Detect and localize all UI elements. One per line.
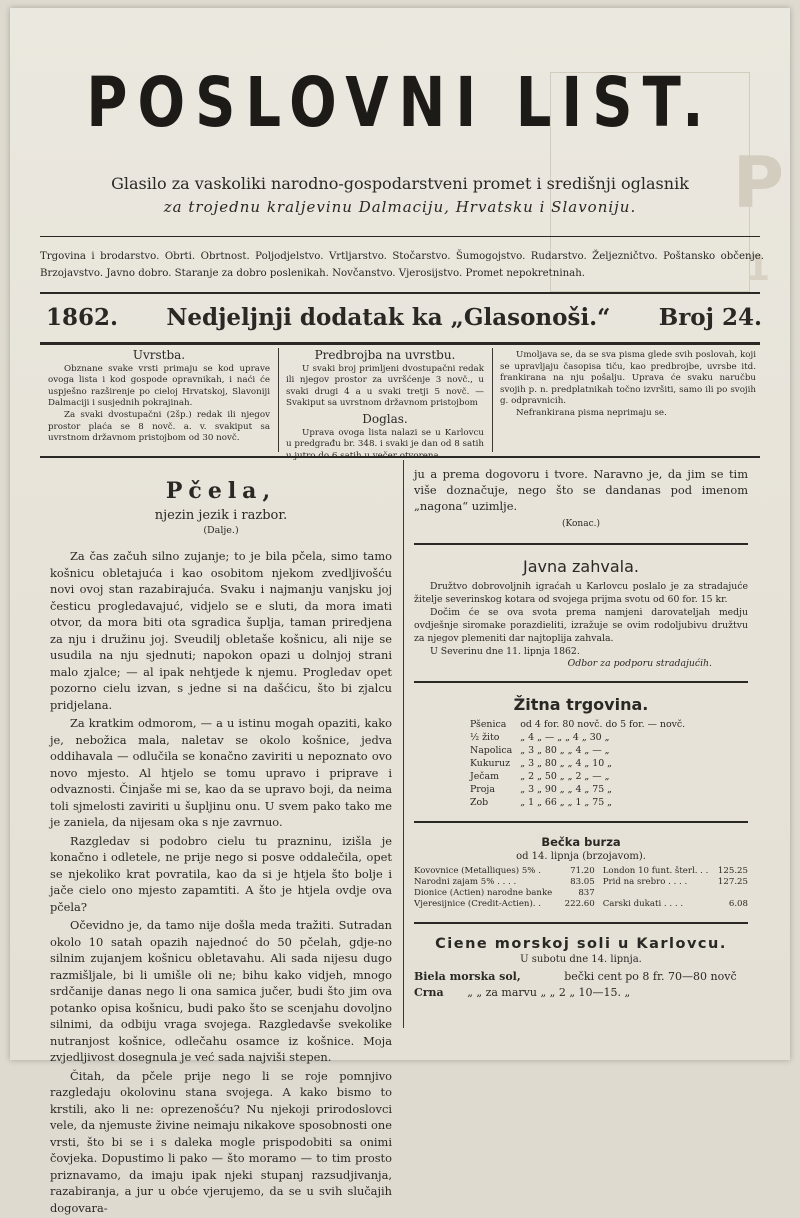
column-divider <box>278 348 279 452</box>
security-price: 6.08 <box>728 898 748 909</box>
column-divider <box>403 460 404 1028</box>
bleed-through-letter: P <box>732 142 784 224</box>
zahvala-signature: Odbor za podporu stradajućih. <box>567 657 712 669</box>
article-paragraph: Čitah, da pčele prije nego li se roje pomnjivo razgledaju okolovinu stana svojega. A kako bismo to krstili, ako li ne: oprezenošću? Nu njekoji prirodoslovci vele, da njemuste živine neimaju nikakove sposobnosti one vrsti, što bi se i s daleka mogle prispodobiti sa onimi čovjeka. Dopustimo li pako — što moramo — to tim prosto priznavamo, da imaju ipak njeki stupanj razsudjivanja, razabiranja, a jur u obće vjerujemo, da se u svih slučajih dogovara- <box>50 1068 392 1215</box>
security-name: Prid na srebro . . . . <box>602 876 688 887</box>
notice-text: Umoljava se, da se sva pisma glede svih poslovah, koji se upravljaju časopisa tiču, kao predbrojbe, uvrsbe itd. frankirana na nju pošalju. Uprava će svaku naručbu svojih p. n. predplatnikah točno izvršiti, samo ili po svojih g. odpravnicih. <box>500 350 756 407</box>
predbrojba-title: Predbrojba na uvrstbu. <box>314 348 456 362</box>
security-name: Kovovnice (Metalliques) 5% . <box>414 865 541 876</box>
table-row <box>466 718 689 731</box>
divider <box>414 821 748 823</box>
masthead <box>10 63 790 144</box>
grain-price: „ 1 „ 66 „ „ 1 „ 75 „ <box>520 796 613 808</box>
newspaper-title: POSLOVNI LIST. <box>86 63 714 144</box>
divider <box>40 456 760 458</box>
column-divider <box>492 348 493 452</box>
table-row <box>466 770 689 783</box>
table-row <box>466 796 689 809</box>
burza-date: od 14. lipnja (brzojavom). <box>516 850 646 862</box>
grain-price: „ 3 „ 80 „ „ 4 „ 10 „ <box>520 757 613 769</box>
doglas-title: Doglas. <box>362 411 408 426</box>
zahvala-text: Družtvo dobrovoljnih igraćah u Karlovcu poslalo je za stradajuće žitelje severinskog kotara od svojega prijma svotu od 60 for. 15 kr. <box>414 580 748 605</box>
table-row <box>466 783 689 796</box>
article-title: Pčela, <box>165 478 277 504</box>
issue-number: Broj 24. <box>658 304 762 331</box>
grain-price: od 4 for. 80 novč. do 5 for. — novč. <box>520 718 686 730</box>
salt-label: Crna <box>414 985 444 999</box>
salt-label: Biela morska sol, <box>414 969 521 983</box>
grain-price: „ 3 „ 80 „ „ 4 „ — „ <box>520 744 610 756</box>
security-price: 83.05 <box>570 876 595 887</box>
uvrstba-text: Za svaki dvostupačni (2šp.) redak ili njegov prostor plaća se 8 novč. a. v. svakiput sa uvrstnom državnom pristojbom od 30 novč. <box>48 409 270 444</box>
issue-title: Nedjeljnji dodatak ka „Glasonoši.“ <box>166 304 611 331</box>
grain-name: ½ žito <box>470 731 500 743</box>
divider <box>40 236 760 237</box>
divider <box>414 681 748 683</box>
article-paragraph: Za kratkim odmorom, — a u istinu mogah opaziti, kako je, nebožica mala, naletav se okolo košnice, jedva oddihavala — odlučila se konačno zaviriti u nepoznato ovo novo mjesto. Al htjelo se tomu upravo i pripravе i odvaznosti. Činjaše mi se, kao da se upravo boji, da neima toli sjmelosti zaviriti u šupljinu onu. U svem pako tako me je zaniela, da nijesam oka s nje zavrnuo. <box>50 716 392 829</box>
burza-title: Bečka burza <box>541 834 621 849</box>
stock-exchange-table <box>414 866 748 910</box>
predbrojba-box <box>286 350 484 462</box>
uvrstba-text: Obznane svake vrsti primaju se kod uprave ovoga lista i kod gospode opravnikah, i naći će uspješno razširenje po cieloj Hrvatskoj, Slavoniji Dalmaciji i susjednih pokrajinah. <box>48 363 270 409</box>
zahvala-body <box>414 580 748 658</box>
article-paragraph: Razgledav si podobro cielu tu prazninu, izišla je konačno i odletele, ne prije nego si posve oddalečila, opet se njekoliko krat povratila, kao da si je htjela što bolje i jače cielo ono mjesto zapamtiti. A što je htjela ovdje ova pčela? <box>50 833 392 914</box>
topics-list: Trgovina i brodarstvo. Obrti. Obrtnost. Poljodjelstvo. Vrtljarstvo. Stočarstvo. Šumogojstvo. Rudarstvo. Željezničtvo. Poštansko občenje. Brzojavstvo. Javno dobro. Staranje za dobro poslenikah. Novčanstvo. Vjerosijstvo. Promet nepokretninah. <box>40 251 764 279</box>
security-name: Dionice (Actien) narodne banke <box>414 887 553 898</box>
grain-price: „ 3 „ 90 „ „ 4 „ 75 „ <box>520 783 613 795</box>
doglas-text: Uprava ovoga lista nalazi se u Karlovcu u predgrađu br. 348. i svaki je dan od 8 satih <box>286 427 484 450</box>
article-paragraph: Očevidno je, da tamo nije došla meda tražiti. Sutradan okolo 10 satah opazih najednoć do 50 pčelah, gdje-no silnim zujanjem košnicu obletavahu. Ali sada nijesu dugo razmišljale, bi li umišle oli ne; bihu kako vidjeh, mnogo srdčanije danas nego li ona samica jučer, budi što jim ova potanko opisa košnicu, budi pako što se scenjahu dovoljno silnimi, da odbiju vraga svojega. Razgledavše svekolike nutranjost košnice, odlečahu osamce iz košnice. Moja zvjedljivost dosegnula je već sada najviši stepen. <box>50 918 392 1064</box>
table-row <box>466 757 689 770</box>
right-column <box>414 466 748 1001</box>
grain-name: Zob <box>470 796 489 808</box>
salt-date: U subotu dne 14. lipnja. <box>520 953 642 965</box>
grain-price-table <box>466 718 689 809</box>
article-end: (Konac.) <box>562 518 600 529</box>
salt-price-row <box>414 969 748 985</box>
grain-name: Kukuruz <box>470 757 511 769</box>
salt-price-row <box>414 985 748 1001</box>
security-price: 837 <box>578 887 595 898</box>
article-paragraph: Za čas začuh silno zujanje; to je bila pčela, simo tamo košnicu obletajuća i kao osobitom njekom zvedljivošću novi ovoj stan razabirajuća. Svaku i najmanju vanjsku joj česticu progledavajuć, vidjelo se e sluti, da mora imati otvor, da mora biti ota sgradica šupljа, taman priredjena za nju i družinu joj. Sveudilj obletaše košnicu, ali nije se usudila na nju sjednuti; napokon opazi u dolnjoj strani malo zjalce; — al ipak nehtjede k njemu. Progledav opet pozorno cielu izvan, s jedne si na dašćicu, što bi zjalcu pridjelana. <box>50 549 392 712</box>
divider <box>414 922 748 924</box>
grain-name: Napolica <box>470 744 513 756</box>
divider <box>414 543 748 545</box>
uvrstba-box <box>48 350 270 445</box>
divider <box>40 342 760 345</box>
notice-box <box>500 350 756 420</box>
grain-price: „ 2 „ 50 „ „ 2 „ — „ <box>520 770 610 782</box>
security-name: Narodni zajam 5% . . . . <box>414 876 517 887</box>
bee-article <box>50 478 392 1218</box>
table-row <box>414 888 748 899</box>
table-row <box>466 744 689 757</box>
zahvala-date: U Severinu dne 11. lipnja 1862. <box>430 645 580 657</box>
zitna-title: Žitna trgovina. <box>513 694 649 714</box>
article-body <box>50 548 392 1216</box>
divider <box>40 292 760 294</box>
salt-price: „ „ za marvu „ „ 2 „ 10—15. „ <box>467 985 631 999</box>
grain-name: Ječam <box>470 770 500 782</box>
security-price <box>716 888 748 899</box>
article-continued: (Dalje.) <box>203 525 239 536</box>
security-name <box>603 888 716 899</box>
notice-text: Nefrankirana pisma neprimaju se. <box>516 407 667 418</box>
security-name: London 10 funt. šterl. . . <box>602 865 709 876</box>
table-row <box>414 866 748 877</box>
security-price: 127.25 <box>717 876 748 887</box>
salt-title: Ciene morskoj soli u Karlovcu. <box>435 935 727 952</box>
bleed-through-letter: 1 <box>744 248 770 289</box>
grain-name: Pšenica <box>470 718 507 730</box>
table-row <box>414 877 748 888</box>
uvrstba-title: Uvrstba. <box>132 348 186 362</box>
subtitle: Glasilo za vaskoliki narodno-gospodarstveni promet i središnji oglasnik <box>111 174 689 193</box>
security-name: Carski dukati . . . . <box>602 898 684 909</box>
table-row <box>466 731 689 744</box>
zahvala-text: Dočim će se ova svota prema namjeni darovateljah medju ovdješnje siromake porazdieliti, izražuje se ovim rodoljubivu družtvu za njegov plemeniti dar najtoplija zahvala. <box>414 606 748 644</box>
security-price: 222.60 <box>564 898 595 909</box>
security-name: Vjeresijnice (Credit-Actien). . <box>414 898 542 909</box>
predbrojba-text: U svaki broj primljeni dvostupačni redak ili njegov prostor za uvršćenje 3 novč., u svaki drugi 4 a u svaki tretji 5 novč. — Svakiput sa uvrstnom državnom pristojbom <box>286 363 484 409</box>
article-continuation: ju a prema dogovoru i tvore. Naravno je, da jim se tim više doznačuje, nego što se dandanas pod imenom „nagona“ uzimlje. <box>414 467 748 514</box>
subtitle-regions: za trojednu kraljevinu Dalmaciju, Hrvatsku i Slavoniju. <box>163 198 637 216</box>
security-price: 71.20 <box>570 865 595 876</box>
newspaper-page <box>10 8 790 1215</box>
security-price: 125.25 <box>717 865 748 876</box>
issue-year: 1862. <box>46 304 119 331</box>
zahvala-title: Javna zahvala. <box>523 556 639 576</box>
table-row <box>414 899 748 910</box>
grain-name: Proja <box>470 783 495 795</box>
salt-price: bečki cent po 8 fr. 70—80 novč <box>564 969 737 983</box>
grain-price: „ 4 „ — „ „ 4 „ 30 „ <box>520 731 610 743</box>
article-subtitle: njezin jezik i razbor. <box>154 508 288 523</box>
issue-line <box>46 304 762 331</box>
